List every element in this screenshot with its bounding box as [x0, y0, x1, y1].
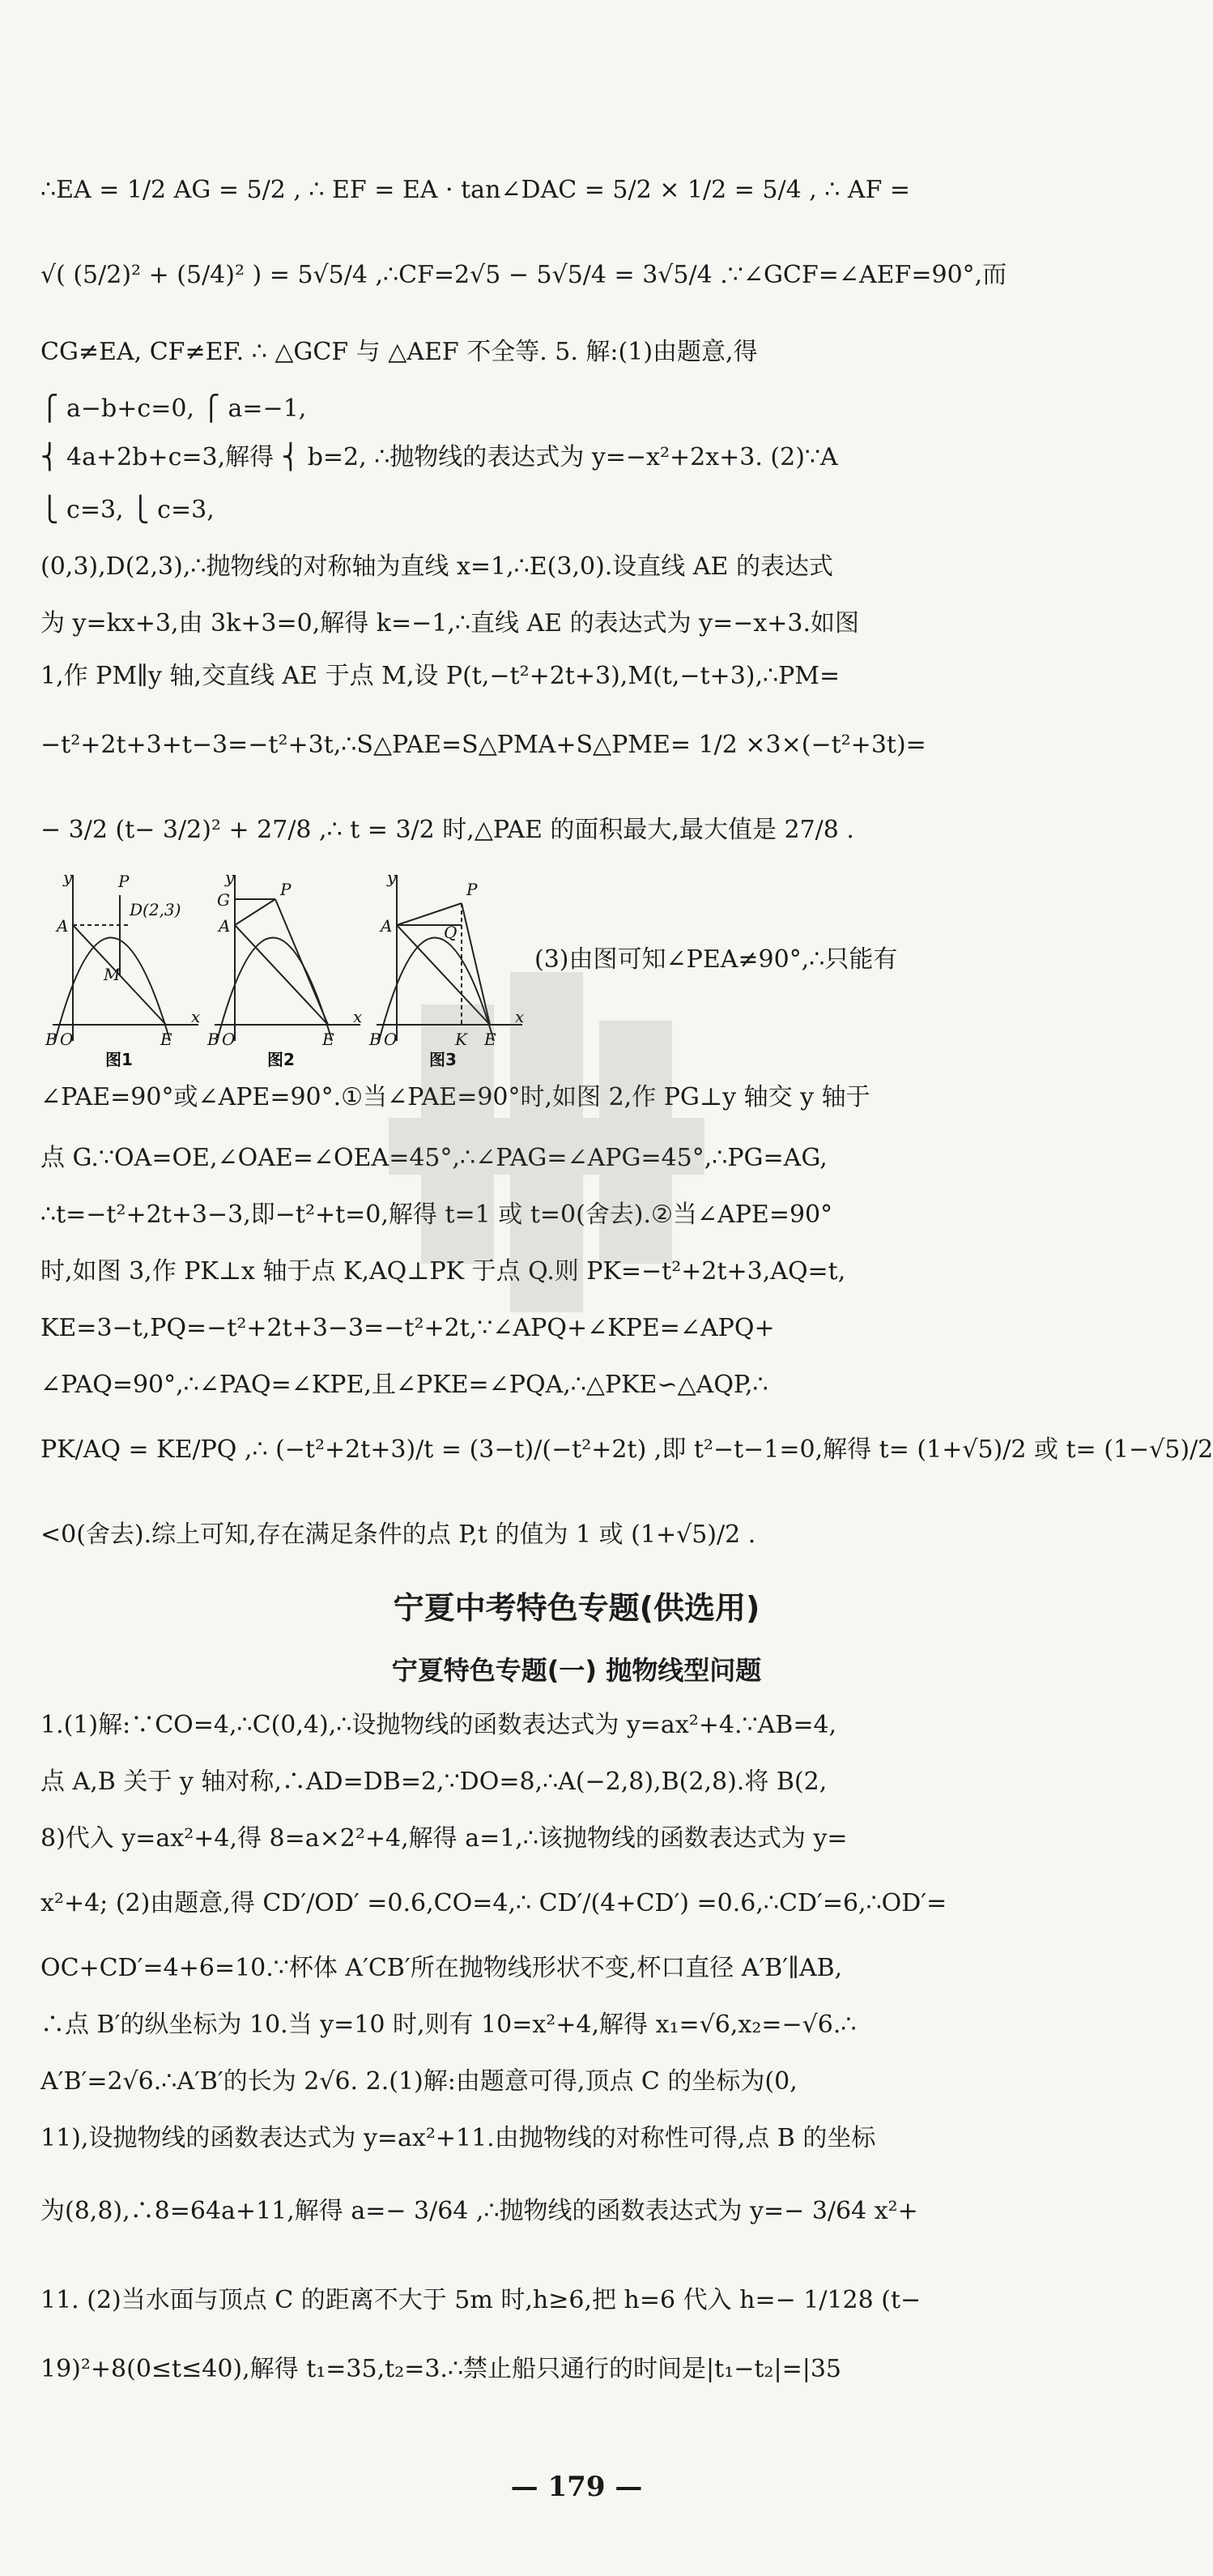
text-line: 为(8,8),∴8=64a+11,解得 a=− 3/64 ,∴抛物线的函数表达式为 y=− 3/64 x²+	[40, 2197, 918, 2225]
fig2-label: E	[322, 1030, 334, 1049]
fig3-label: K	[455, 1030, 467, 1049]
fig3-label: B	[369, 1030, 381, 1049]
text-line: <0(舍去).综上可知,存在满足条件的点 P,t 的值为 1 或 (1+√5)/2 .	[40, 1520, 756, 1549]
text-line: ∴点 B′的纵坐标为 10.当 y=10 时,则有 10=x²+4,解得 x₁=√6,x₂=−√6.∴	[40, 2011, 857, 2039]
fig2-label: x	[353, 1007, 363, 1026]
fig1-caption: 图1	[105, 1050, 133, 1069]
text-line: (3)由图可知∠PEA≠90°,∴只能有	[534, 945, 898, 974]
text-line: x²+4; (2)由题意,得 CD′/OD′ =0.6,CO=4,∴ CD′/(4+CD′) =0.6,∴CD′=6,∴OD′=	[40, 1889, 947, 1917]
fig1-label: E	[160, 1030, 172, 1049]
fig3-label: P	[466, 880, 478, 899]
fig3-label: x	[515, 1007, 525, 1026]
text-line: ⎩ c=3, ⎩ c=3,	[40, 496, 215, 524]
text-line: CG≠EA, CF≠EF. ∴ △GCF 与 △AEF 不全等. 5. 解:(1)由题意,得	[40, 338, 758, 366]
fig1-label: M	[104, 965, 121, 984]
fig3-caption: 图3	[429, 1050, 457, 1069]
fig2-label: A	[219, 916, 231, 936]
fig2-label: P	[280, 880, 292, 899]
text-line: ∴EA = 1/2 AG = 5/2 , ∴ EF = EA · tan∠DAC = 5/2 × 1/2 = 5/4 , ∴ AF =	[40, 176, 911, 204]
fig1-label: D(2,3)	[130, 900, 181, 919]
text-line: A′B′=2√6.∴A′B′的长为 2√6. 2.(1)解:由题意可得,顶点 C 的坐标为(0,	[40, 2067, 798, 2096]
fig3-label: A	[381, 916, 393, 936]
fig2-label: G	[217, 890, 230, 910]
text-line: (0,3),D(2,3),∴抛物线的对称轴为直线 x=1,∴E(3,0).设直线 AE 的表达式	[40, 552, 833, 581]
parabola-figures	[40, 867, 526, 1069]
fig3-label: y	[387, 868, 397, 887]
text-line: ∠PAQ=90°,∴∠PAQ=∠KPE,且∠PKE=∠PQA,∴△PKE∽△AQP,∴	[40, 1371, 768, 1399]
text-line: 1,作 PM∥y 轴,交直线 AE 于点 M,设 P(t,−t²+2t+3),M(t,−t+3),∴PM=	[40, 662, 841, 690]
text-line: 19)²+8(0≤t≤40),解得 t₁=35,t₂=3.∴禁止船只通行的时间是|t₁−t₂|=|35	[40, 2355, 841, 2383]
text-line: KE=3−t,PQ=−t²+2t+3−3=−t²+2t,∵∠APQ+∠KPE=∠APQ+	[40, 1314, 775, 1342]
text-line: PK/AQ = KE/PQ ,∴ (−t²+2t+3)/t = (3−t)/(−t²+2t) ,即 t²−t−1=0,解得 t= (1+√5)/2 或 t= (1−√5)/2	[40, 1435, 1213, 1464]
text-line: ∴t=−t²+2t+3−3,即−t²+t=0,解得 t=1 或 t=0(舍去).②当∠APE=90°	[40, 1201, 833, 1229]
text-line: 8)代入 y=ax²+4,得 8=a×2²+4,解得 a=1,∴该抛物线的函数表达式为 y=	[40, 1824, 848, 1853]
fig1-label: B	[45, 1030, 57, 1049]
text-line: − 3/2 (t− 3/2)² + 27/8 ,∴ t = 3/2 时,△PAE 的面积最大,最大值是 27/8 .	[40, 816, 854, 844]
text-line: OC+CD′=4+6=10.∵杯体 A′CB′所在抛物线形状不变,杯口直径 A′B′∥AB,	[40, 1954, 843, 1982]
figures-group	[40, 867, 526, 1069]
text-line: 点 G.∵OA=OE,∠OAE=∠OEA=45°,∴∠PAG=∠APG=45°,∴PG=AG,	[40, 1144, 828, 1172]
fig1-label: y	[63, 868, 73, 887]
text-line: ∠PAE=90°或∠APE=90°.①当∠PAE=90°时,如图 2,作 PG⊥y 轴交 y 轴于	[40, 1083, 870, 1111]
text-line: 11),设抛物线的函数表达式为 y=ax²+11.由抛物线的对称性可得,点 B 的坐标	[40, 2124, 876, 2152]
fig1-label: O	[60, 1030, 74, 1049]
text-line: 1.(1)解:∵CO=4,∴C(0,4),∴设抛物线的函数表达式为 y=ax²+4.∵AB=4,	[40, 1711, 837, 1739]
fig3-label: Q	[444, 923, 458, 942]
text-line: −t²+2t+3+t−3=−t²+3t,∴S△PAE=S△PMA+S△PME= 1/2 ×3×(−t²+3t)=	[40, 731, 926, 759]
text-line: ⎧ a−b+c=0, ⎧ a=−1,	[40, 395, 307, 423]
fig1-label: P	[118, 872, 130, 891]
text-line: 时,如图 3,作 PK⊥x 轴于点 K,AQ⊥PK 于点 Q.则 PK=−t²+2t+3,AQ=t,	[40, 1257, 846, 1286]
text-line: 11. (2)当水面与顶点 C 的距离不大于 5m 时,h≥6,把 h=6 代入 h=− 1/128 (t−	[40, 2286, 921, 2314]
fig3-label: E	[484, 1030, 496, 1049]
fig2-label: B	[207, 1030, 219, 1049]
fig3-label: O	[384, 1030, 398, 1049]
text-line: 为 y=kx+3,由 3k+3=0,解得 k=−1,∴直线 AE 的表达式为 y=−x+3.如图	[40, 609, 860, 638]
fig2-label: y	[225, 868, 235, 887]
text-line: 点 A,B 关于 y 轴对称,∴AD=DB=2,∵DO=8,∴A(−2,8),B(2,8).将 B(2,	[40, 1768, 828, 1796]
fig2-label: O	[222, 1030, 236, 1049]
text-line: √( (5/2)² + (5/4)² ) = 5√5/4 ,∴CF=2√5 − 5√5/4 = 3√5/4 .∵∠GCF=∠AEF=90°,而	[40, 261, 1007, 289]
text-line: ⎨ 4a+2b+c=3,解得 ⎨ b=2, ∴抛物线的表达式为 y=−x²+2x+3. (2)∵A	[40, 443, 838, 471]
page-number: — 179 —	[510, 2471, 643, 2503]
subsection-title: 宁夏特色专题(一) 抛物线型问题	[391, 1655, 762, 1686]
fig1-label: x	[191, 1007, 201, 1026]
fig2-caption: 图2	[267, 1050, 295, 1069]
fig1-label: A	[57, 916, 69, 936]
section-title: 宁夏中考特色专题(供选用)	[393, 1590, 760, 1626]
